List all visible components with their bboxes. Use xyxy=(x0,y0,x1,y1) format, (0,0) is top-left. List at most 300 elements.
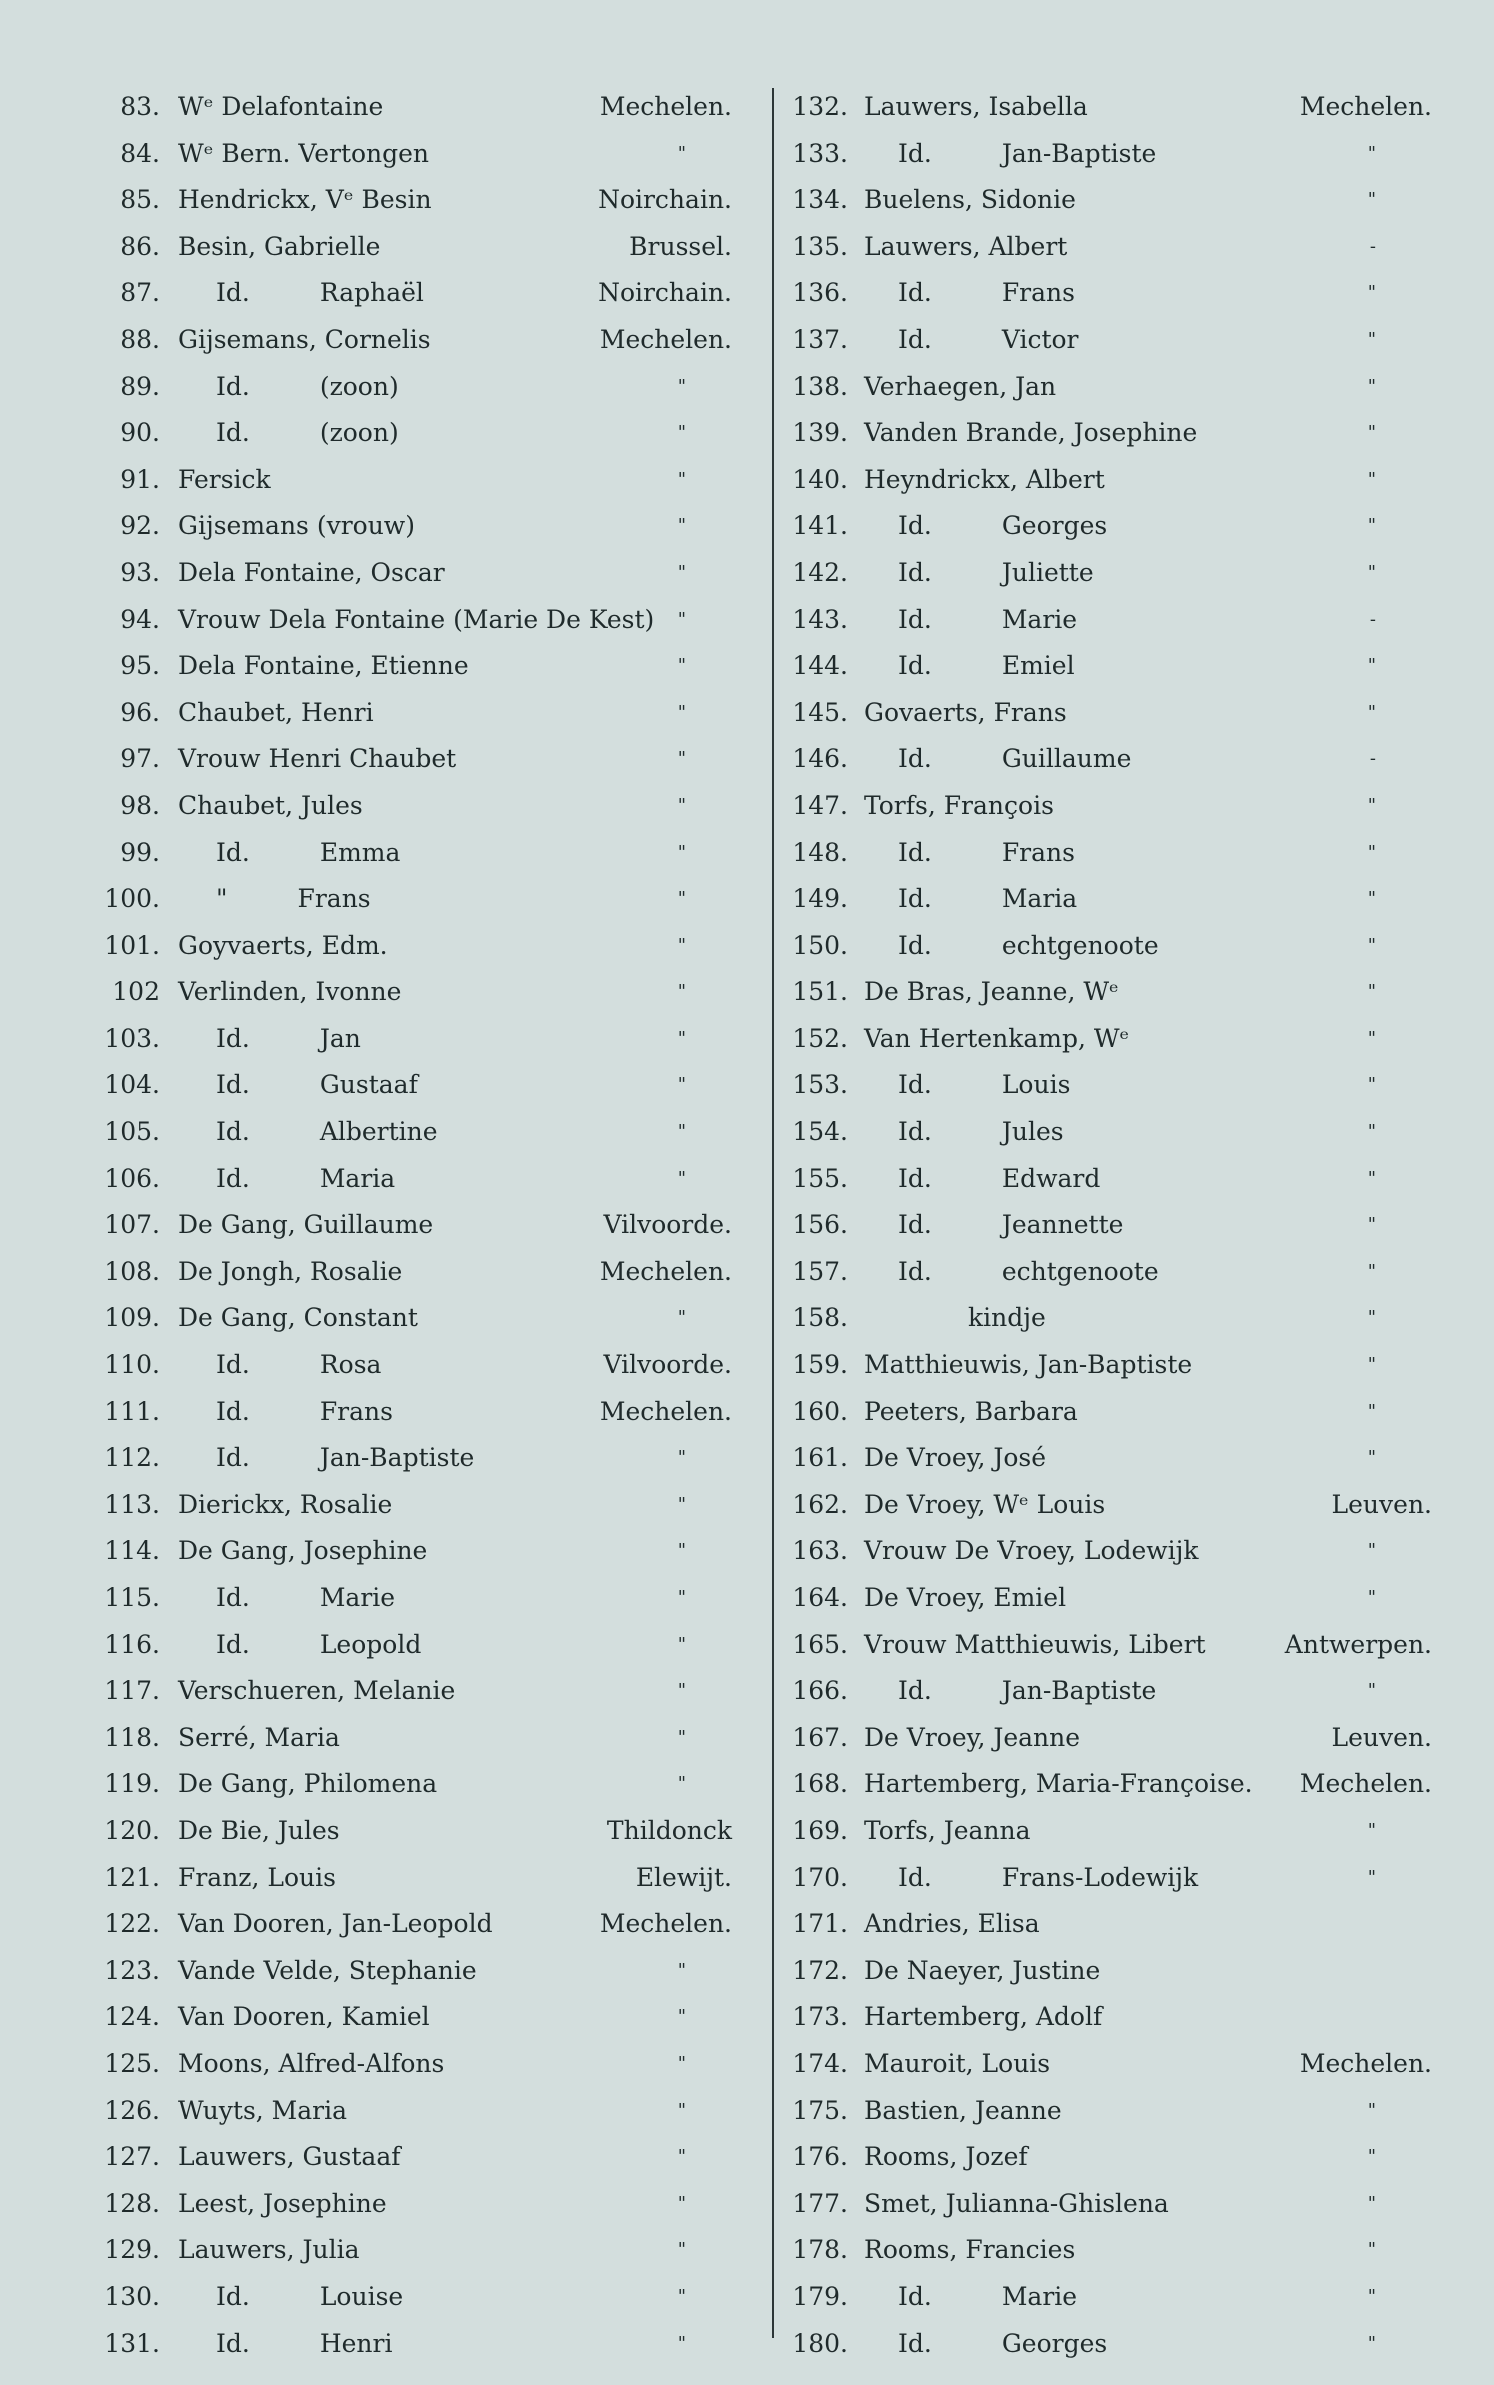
entry-name: Lauwers, Isabella xyxy=(864,92,1088,121)
entry-place: Mechelen. xyxy=(1299,92,1432,121)
idem-mark: Id. xyxy=(898,2328,932,2358)
list-item xyxy=(790,643,1460,690)
idem-mark: Id. xyxy=(216,1350,250,1380)
ditto-mark: " xyxy=(677,2332,686,2354)
entry-number: 114. xyxy=(104,1536,160,1566)
entry-name xyxy=(898,597,1077,644)
entry-number: 178. xyxy=(792,2235,848,2265)
given-name: Frans-Lodewijk xyxy=(1001,1862,1199,1892)
list-item xyxy=(790,364,1460,411)
entry-name: Chaubet, Henri xyxy=(178,697,374,727)
given-name: Maria xyxy=(1001,884,1078,914)
entry-name: Dela Fontaine, Etienne xyxy=(178,651,469,681)
entry-name xyxy=(898,270,1075,317)
entry-number: 88. xyxy=(120,324,160,354)
entry-number: 174. xyxy=(792,2048,848,2078)
list-item xyxy=(790,1855,1460,1902)
entry-name xyxy=(898,1249,1159,1296)
ditto-mark: " xyxy=(677,1493,686,1515)
given-name: Albertine xyxy=(319,1117,438,1147)
entry-number: 105. xyxy=(104,1117,160,1147)
entry-name: Verschueren, Melanie xyxy=(178,1676,456,1706)
ditto-mark: " xyxy=(1367,2239,1376,2261)
list-item xyxy=(790,1249,1460,1296)
entry-name: De Gang, Guillaume xyxy=(178,1210,434,1240)
ditto-mark: " xyxy=(1367,422,1376,444)
entry-name: Hendrickx, Vᵉ Besin xyxy=(178,185,432,215)
ditto-mark: " xyxy=(677,2239,686,2261)
list-item xyxy=(96,1156,746,1203)
entry-name xyxy=(898,876,1077,923)
entry-name xyxy=(216,1389,393,1436)
entry-name xyxy=(216,1342,381,1389)
given-name: Emma xyxy=(319,837,401,867)
list-item xyxy=(96,84,746,131)
ditto-mark: " xyxy=(1367,934,1376,956)
given-name: Edward xyxy=(1001,1163,1101,1193)
entry-name xyxy=(216,410,399,457)
list-item xyxy=(790,1016,1460,1063)
entry-place: Mechelen. xyxy=(599,1396,732,1426)
entry-name: De Vroey, José xyxy=(864,1443,1047,1473)
entry-name xyxy=(898,1062,1070,1109)
list-item xyxy=(790,1435,1460,1482)
entry-number: 148. xyxy=(792,837,848,867)
list-item xyxy=(96,1482,746,1529)
entry-number: 112. xyxy=(104,1443,160,1473)
given-name: Frans xyxy=(297,884,371,914)
entry-number: 129. xyxy=(104,2235,160,2265)
entry-number: 120. xyxy=(104,1815,160,1845)
ditto-mark: " xyxy=(1367,1819,1376,1841)
entry-name xyxy=(898,131,1156,178)
ditto-mark: " xyxy=(1367,701,1376,723)
entry-number: 164. xyxy=(792,1583,848,1612)
list-item xyxy=(790,690,1460,737)
entry-number: 161. xyxy=(792,1443,848,1473)
ditto-mark: " xyxy=(1367,328,1376,350)
idem-mark: Id. xyxy=(216,278,250,308)
list-item xyxy=(790,2134,1460,2181)
entry-name: Heyndrickx, Albert xyxy=(864,464,1105,494)
entry-number: 90. xyxy=(120,418,160,448)
entry-number: 130. xyxy=(104,2281,160,2311)
entry-number: 179. xyxy=(792,2281,848,2311)
entry-name: De Vroey, Emiel xyxy=(864,1583,1067,1612)
entry-number: 104. xyxy=(104,1070,160,1100)
entry-name: Verhaegen, Jan xyxy=(864,371,1057,401)
entry-number: 167. xyxy=(792,1722,848,1752)
entry-number: 97. xyxy=(120,744,160,774)
given-name: Maria xyxy=(319,1163,396,1193)
entry-name: Vrouw Matthieuwis, Libert xyxy=(864,1629,1206,1659)
entry-name xyxy=(898,550,1094,597)
entry-number: 107. xyxy=(104,1210,160,1240)
entry-name xyxy=(216,2274,403,2321)
list-item xyxy=(96,1016,746,1063)
ditto-mark: " xyxy=(1367,561,1376,583)
ditto-mark: " xyxy=(677,1587,686,1608)
idem-mark: Id. xyxy=(216,1163,250,1193)
entry-name: Rooms, Francies xyxy=(864,2235,1076,2265)
entry-number: 86. xyxy=(120,231,160,261)
idem-mark: Id. xyxy=(216,1629,250,1659)
entry-name: Fersick xyxy=(178,464,271,494)
entry-name: Vanden Brande, Josephine xyxy=(864,418,1198,448)
entry-name: Lauwers, Albert xyxy=(864,231,1068,261)
given-name: Frans xyxy=(1001,837,1075,867)
list-item xyxy=(790,550,1460,597)
idem-mark: Id. xyxy=(898,557,932,587)
list-item xyxy=(96,1295,746,1342)
left-column-list xyxy=(96,84,746,2367)
ditto-mark: " xyxy=(1367,1307,1376,1329)
idem-mark: Id. xyxy=(216,2328,250,2358)
entry-number: 102 xyxy=(112,977,160,1007)
list-item xyxy=(96,457,746,504)
entry-name: Hartemberg, Maria-Françoise. xyxy=(864,1769,1253,1799)
entry-number: 143. xyxy=(792,604,848,634)
ditto-mark: " xyxy=(677,981,686,1003)
idem-mark: Id. xyxy=(898,930,932,960)
list-item xyxy=(96,1994,746,2041)
entry-number: 83. xyxy=(120,92,160,121)
entry-number: 100. xyxy=(104,884,160,914)
entry-name: Wuyts, Maria xyxy=(178,2095,348,2125)
entry-name xyxy=(898,503,1107,550)
list-item xyxy=(790,1202,1460,1249)
idem-mark: Id. xyxy=(216,837,250,867)
entry-number: 140. xyxy=(792,464,848,494)
list-item xyxy=(790,783,1460,830)
entry-name: Serré, Maria xyxy=(178,1722,340,1752)
entry-number: 172. xyxy=(792,1955,848,1985)
ditto-mark: " xyxy=(677,1680,686,1702)
given-name: Georges xyxy=(1001,2328,1108,2358)
entry-number: 124. xyxy=(104,2002,160,2032)
entry-name xyxy=(216,1435,474,1482)
ditto-mark: " xyxy=(1367,1540,1376,1562)
ditto-mark: " xyxy=(677,1307,686,1329)
entry-number: 92. xyxy=(120,511,160,541)
entry-place: Leuven. xyxy=(1331,1722,1432,1752)
entry-place: Vilvoorde. xyxy=(603,1210,732,1240)
ditto-mark: " xyxy=(677,142,686,164)
entry-name: Leest, Josephine xyxy=(178,2188,387,2218)
entry-name: De Jongh, Rosalie xyxy=(178,1256,403,1286)
given-name: Victor xyxy=(1001,324,1079,354)
entry-name: Peeters, Barbara xyxy=(864,1396,1078,1426)
ditto-mark: " xyxy=(1367,2146,1376,2168)
list-item xyxy=(96,550,746,597)
list-item xyxy=(96,1389,746,1436)
ditto-mark: " xyxy=(1367,1447,1376,1469)
list-item xyxy=(790,317,1460,364)
given-name: Marie xyxy=(1001,2281,1078,2311)
entry-number: 155. xyxy=(792,1163,848,1193)
entry-number: 139. xyxy=(792,418,848,448)
idem-mark: Id. xyxy=(898,837,932,867)
entry-number: 84. xyxy=(120,138,160,168)
ditto-mark: " xyxy=(1367,1167,1376,1189)
entry-name xyxy=(216,1575,395,1622)
entry-name xyxy=(898,1202,1123,1249)
ditto-mark: " xyxy=(677,1447,686,1469)
entry-number: 118. xyxy=(104,1722,160,1752)
entry-number: 131. xyxy=(104,2328,160,2358)
entry-name: Hartemberg, Adolf xyxy=(864,2002,1103,2032)
idem-mark: Id. xyxy=(216,418,250,448)
list-item xyxy=(790,876,1460,923)
entry-name: Rooms, Jozef xyxy=(864,2142,1028,2172)
given-name: Jan-Baptiste xyxy=(319,1443,475,1473)
list-item xyxy=(790,131,1460,178)
ditto-mark: " xyxy=(1367,1354,1376,1376)
idem-mark: Id. xyxy=(898,1117,932,1147)
given-name: Jeannette xyxy=(1001,1210,1124,1240)
list-item xyxy=(790,457,1460,504)
ditto-mark: " xyxy=(1367,1587,1376,1608)
idem-mark: Id. xyxy=(216,1583,250,1612)
entry-number: 176. xyxy=(792,2142,848,2172)
list-item xyxy=(96,177,746,224)
ditto-mark: " xyxy=(677,1726,686,1748)
list-item xyxy=(790,1761,1460,1808)
idem-mark: Id. xyxy=(216,1070,250,1100)
list-item xyxy=(790,1156,1460,1203)
entry-number: 94. xyxy=(120,604,160,634)
entry-name: Andries, Elisa xyxy=(864,1909,1040,1939)
entry-number: 142. xyxy=(792,557,848,587)
idem-mark: Id. xyxy=(898,651,932,681)
entry-name xyxy=(898,830,1075,877)
list-item xyxy=(790,84,1460,131)
list-item xyxy=(96,1668,746,1715)
entry-number: 154. xyxy=(792,1117,848,1147)
list-item xyxy=(96,1855,746,1902)
given-name: Marie xyxy=(1001,604,1078,634)
entry-number: 150. xyxy=(792,930,848,960)
given-name: (zoon) xyxy=(319,418,399,448)
entry-number: 119. xyxy=(104,1769,160,1799)
entry-name: Buelens, Sidonie xyxy=(864,185,1076,215)
entry-number: 137. xyxy=(792,324,848,354)
list-item xyxy=(96,1528,746,1575)
entry-name: De Bie, Jules xyxy=(178,1815,340,1845)
list-item xyxy=(790,969,1460,1016)
entry-number: 93. xyxy=(120,557,160,587)
entry-name xyxy=(216,1109,438,1156)
given-name: Jules xyxy=(1001,1117,1064,1147)
list-item xyxy=(96,736,746,783)
ditto-mark: " xyxy=(1367,1400,1376,1422)
entry-name xyxy=(898,923,1159,970)
list-item xyxy=(790,224,1460,271)
list-item xyxy=(790,830,1460,877)
list-item xyxy=(96,364,746,411)
entry-number: 116. xyxy=(104,1629,160,1659)
list-item xyxy=(96,1575,746,1622)
entry-number: 159. xyxy=(792,1350,848,1380)
entry-number: 133. xyxy=(792,138,848,168)
ditto-mark: " xyxy=(677,794,686,816)
entry-number: 106. xyxy=(104,1163,160,1193)
entry-name xyxy=(898,1109,1064,1156)
entry-name: De Bras, Jeanne, Wᵉ xyxy=(864,977,1119,1007)
list-item xyxy=(96,1109,746,1156)
entry-number: 152. xyxy=(792,1023,848,1053)
entry-number: 141. xyxy=(792,511,848,541)
ditto-mark: " xyxy=(677,748,686,770)
entry-number: 128. xyxy=(104,2188,160,2218)
entry-place: Brussel. xyxy=(629,231,732,261)
entry-name: Vrouw Henri Chaubet xyxy=(178,744,457,774)
entry-place: Vilvoorde. xyxy=(603,1350,732,1380)
list-item xyxy=(790,2321,1460,2368)
list-item xyxy=(790,2088,1460,2135)
ditto-mark: " xyxy=(1367,2099,1376,2121)
entry-number: 180. xyxy=(792,2328,848,2358)
ditto-mark: - xyxy=(1369,748,1376,770)
ditto-mark: " xyxy=(1367,515,1376,537)
ditto-mark: " xyxy=(1367,142,1376,164)
ditto-mark: " xyxy=(677,2192,686,2214)
entry-name: De Gang, Josephine xyxy=(178,1536,428,1566)
list-item xyxy=(96,503,746,550)
list-item xyxy=(790,503,1460,550)
entry-name xyxy=(898,1855,1198,1902)
right-column-list xyxy=(790,84,1460,2367)
idem-mark: Id. xyxy=(216,371,250,401)
list-item xyxy=(96,1948,746,1995)
given-name: Leopold xyxy=(319,1629,422,1659)
idem-mark: Id. xyxy=(898,1676,932,1706)
entry-number: 175. xyxy=(792,2095,848,2125)
entry-place: Mechelen. xyxy=(599,92,732,121)
list-item xyxy=(96,1901,746,1948)
list-item xyxy=(790,736,1460,783)
entry-name: Besin, Gabrielle xyxy=(178,231,381,261)
entry-place: Mechelen. xyxy=(599,1909,732,1939)
list-item xyxy=(790,1808,1460,1855)
ditto-mark: " xyxy=(677,375,686,397)
entry-place: Antwerpen. xyxy=(1284,1629,1432,1659)
entry-place: Noirchain. xyxy=(598,278,732,308)
entry-number: 125. xyxy=(104,2048,160,2078)
entry-place: Mechelen. xyxy=(1299,2048,1432,2078)
list-item xyxy=(96,1715,746,1762)
entry-number: 149. xyxy=(792,884,848,914)
list-item xyxy=(790,1342,1460,1389)
list-item xyxy=(96,1808,746,1855)
ditto-mark: " xyxy=(677,1074,686,1096)
idem-mark: Id. xyxy=(898,1862,932,1892)
entry-name: Matthieuwis, Jan-Baptiste xyxy=(864,1350,1193,1380)
ditto-mark: " xyxy=(677,422,686,444)
list-item xyxy=(790,1575,1460,1622)
entry-number: 99. xyxy=(120,837,160,867)
idem-mark: Id. xyxy=(898,324,932,354)
entry-number: 169. xyxy=(792,1815,848,1845)
entry-number: 121. xyxy=(104,1862,160,1892)
list-item xyxy=(790,597,1460,644)
ditto-mark: " xyxy=(1367,1214,1376,1236)
entry-name: Torfs, Jeanna xyxy=(864,1815,1031,1845)
ditto-mark: " xyxy=(1367,1121,1376,1143)
ditto-mark: " xyxy=(1367,841,1376,863)
entry-number: 166. xyxy=(792,1676,848,1706)
ditto-mark: " xyxy=(1367,1074,1376,1096)
ditto-mark: " xyxy=(1367,794,1376,816)
entry-name xyxy=(898,317,1079,364)
list-item xyxy=(790,1622,1460,1669)
entry-number: 153. xyxy=(792,1070,848,1100)
entry-number: 85. xyxy=(120,185,160,215)
idem-mark: Id. xyxy=(898,884,932,914)
idem-mark: Id. xyxy=(898,278,932,308)
entry-name xyxy=(898,1668,1156,1715)
ditto-mark: " xyxy=(677,934,686,956)
list-item xyxy=(790,1109,1460,1156)
list-item xyxy=(790,2041,1460,2088)
ditto-mark: " xyxy=(677,655,686,677)
entry-number: 165. xyxy=(792,1629,848,1659)
list-item xyxy=(96,317,746,364)
entry-name: Gijsemans (vrouw) xyxy=(178,511,415,541)
given-name: Guillaume xyxy=(1001,744,1132,774)
list-item xyxy=(96,1761,746,1808)
entry-name: Govaerts, Frans xyxy=(864,697,1067,727)
ditto-mark: " xyxy=(1367,2332,1376,2354)
entry-number: 96. xyxy=(120,697,160,727)
given-name: Emiel xyxy=(1001,651,1075,681)
entry-name: Franz, Louis xyxy=(178,1862,336,1892)
ditto-mark: " xyxy=(677,841,686,863)
list-item xyxy=(96,1342,746,1389)
entry-number: 138. xyxy=(792,371,848,401)
entry-name: De Naeyer, Justine xyxy=(864,1955,1101,1985)
entry-name: Van Dooren, Kamiel xyxy=(178,2002,430,2032)
list-item xyxy=(790,177,1460,224)
entry-number: 163. xyxy=(792,1536,848,1566)
idem-mark: Id. xyxy=(898,511,932,541)
ditto-mark: " xyxy=(677,2099,686,2121)
list-item xyxy=(790,1062,1460,1109)
given-name: Frans xyxy=(1001,278,1075,308)
ditto-mark: " xyxy=(677,1167,686,1189)
entry-number: 108. xyxy=(104,1256,160,1286)
entry-name xyxy=(898,643,1075,690)
entry-number: 151. xyxy=(792,977,848,1007)
list-item xyxy=(790,270,1460,317)
entry-name: Torfs, François xyxy=(864,790,1054,820)
given-name: Frans xyxy=(319,1396,393,1426)
list-item xyxy=(790,1994,1460,2041)
entry-name: De Vroey, Wᵉ Louis xyxy=(864,1489,1106,1519)
list-item xyxy=(96,1435,746,1482)
entry-name xyxy=(898,1295,1046,1342)
entry-number: 110. xyxy=(104,1350,160,1380)
ditto-mark: " xyxy=(677,561,686,583)
entry-number: 160. xyxy=(792,1396,848,1426)
given-name: Jan-Baptiste xyxy=(1001,1676,1157,1706)
entry-name: Dierickx, Rosalie xyxy=(178,1489,393,1519)
entry-number: 171. xyxy=(792,1909,848,1939)
idem-mark: Id. xyxy=(898,1163,932,1193)
entry-number: 147. xyxy=(792,790,848,820)
idem-mark: Id. xyxy=(898,138,932,168)
ditto-mark: " xyxy=(677,608,686,630)
